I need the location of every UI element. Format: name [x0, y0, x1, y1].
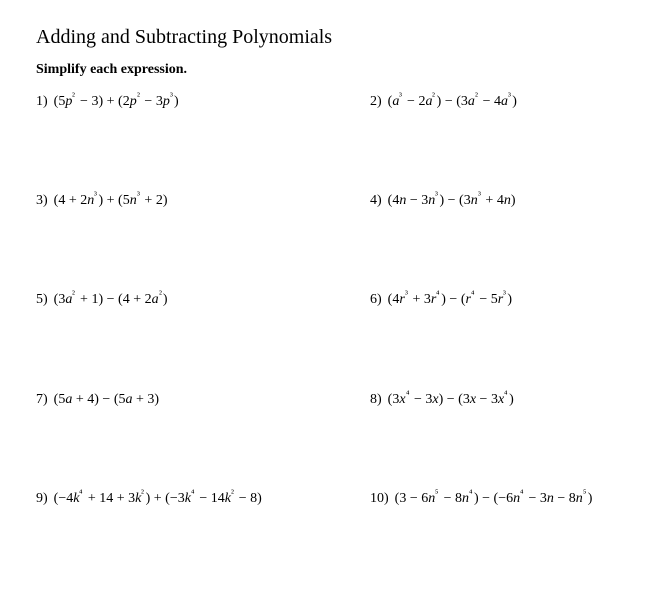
problem-5 — [36, 291, 167, 309]
problem-number: 1) — [36, 94, 48, 109]
instructions: Simplify each expression. — [36, 62, 188, 77]
problem-10 — [370, 490, 592, 508]
problem-number: 7) — [36, 392, 48, 407]
problem-3 — [36, 192, 167, 210]
problem-expression: $(3 - 6n^{^5} - 8n^{^4}) - (-6n^{^4} - 3n - 8n^{^5})$ — [394, 488, 593, 506]
problem-1 — [36, 93, 179, 111]
problem-number: 9) — [36, 491, 48, 506]
problem-number: 3) — [36, 193, 48, 208]
problem-4 — [370, 192, 515, 210]
problem-expression: $(3x^{^4} - 3x) - (3x - 3x^{^4})$ — [387, 389, 514, 407]
problem-6 — [370, 291, 512, 309]
problem-8 — [370, 391, 514, 409]
problem-expression: $(4r^{^3} + 3r^{^4}) - (r^{^4} - 5r^{^3})$ — [387, 289, 513, 307]
problem-number: 8) — [370, 392, 382, 407]
problem-number: 6) — [370, 292, 382, 307]
problem-expression: $(4 + 2n^{^3}) + (5n^{^3} + 2)$ — [53, 190, 168, 208]
problem-expression: $(a^{^3} - 2a^{^2}) - (3a^{^2} - 4a^{^3})$ — [387, 91, 517, 109]
problem-expression: (5a + 4) − (5a + 3) — [53, 392, 160, 407]
problem-number: 2) — [370, 94, 382, 109]
problem-number: 10) — [370, 491, 389, 506]
problem-number: 5) — [36, 292, 48, 307]
problem-number: 4) — [370, 193, 382, 208]
problem-2 — [370, 93, 517, 111]
problem-7 — [36, 391, 159, 409]
problem-9 — [36, 490, 262, 508]
problem-expression: $(5p^{^2} - 3) + (2p^{^2} - 3p^{^3})$ — [53, 91, 179, 109]
worksheet-title: Adding and Subtracting Polynomials — [36, 26, 333, 48]
problem-expression: $(-4k^{^4} + 14 + 3k^{^2}) + (-3k^{^4} - 14k^{^2} - 8)$ — [53, 488, 262, 506]
problem-expression: $(3a^{^2} + 1) - (4 + 2a^{^2})$ — [53, 289, 168, 307]
problem-expression: $(4n - 3n^{^3}) - (3n^{^3} + 4n)$ — [387, 190, 516, 208]
